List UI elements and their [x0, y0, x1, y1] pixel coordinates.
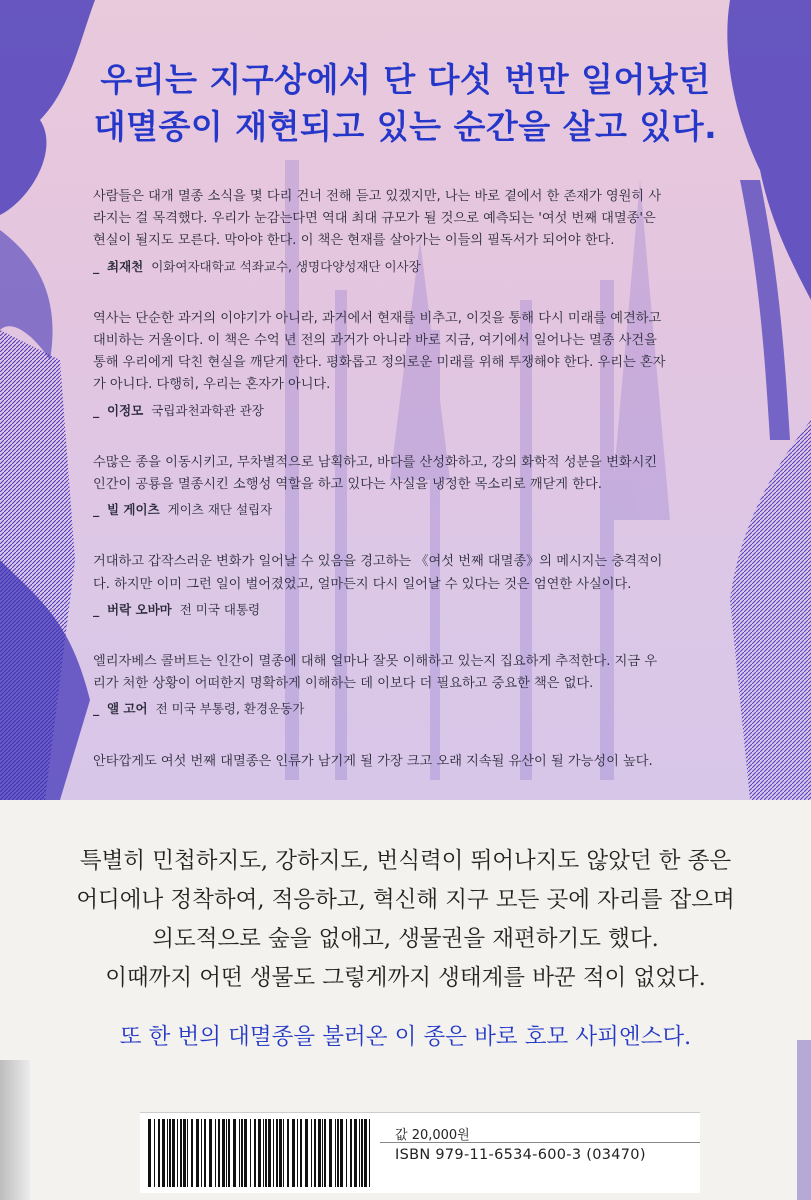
barcode-bar [369, 1119, 370, 1187]
barcode-bar [172, 1119, 175, 1187]
barcode-bar [268, 1119, 271, 1187]
description-line: 이때까지 어떤 생물도 그렇게까지 생태계를 바꾼 적이 없었다. [105, 965, 706, 991]
quote-line: 현실이 될지도 모른다. 막아야 한다. 이 책은 현재를 살아가는 이들의 필독서가 되어야 한다. [93, 233, 615, 249]
cover-edge [0, 1060, 30, 1200]
barcode-bar [305, 1119, 308, 1187]
barcode-bar [158, 1119, 160, 1187]
barcode-bar [318, 1119, 321, 1187]
barcode-bar [250, 1119, 251, 1187]
barcode-bar [218, 1119, 220, 1187]
barcode-bar [273, 1119, 274, 1187]
quote-line: 거대하고 갑작스러운 변화가 일어날 수 있음을 경고하는 《여섯 번째 대멸종》의 메시지는 충격적이 [93, 554, 663, 570]
quote-line: 엘리자베스 콜버트는 인간이 멸종에 대해 얼마나 잘못 이해하고 있는지 집요하게 추적한다. 지금 우 [93, 654, 658, 670]
headline-line: 대멸종이 재현되고 있는 순간을 살고 있다. [93, 107, 718, 146]
author-name: 버락 오바마 [107, 601, 172, 617]
quote-line: 안타깝게도 여섯 번째 대멸종은 인류가 남기게 될 가장 크고 오래 지속될 유산이 될 가능성이 높다. [93, 753, 653, 769]
barcode-bar [314, 1119, 316, 1187]
barcode-bar [169, 1119, 171, 1187]
description-line: 특별히 민첩하지도, 강하지도, 번식력이 뛰어나지도 않았던 한 종은 [79, 848, 732, 874]
author-role: 게이츠 재단 설립자 [167, 502, 273, 518]
barcode-bar [201, 1119, 202, 1187]
quote-line: 역사는 단순한 과거의 이야기가 아니라, 과거에서 현재를 비추고, 이것을 통해 다시 미래를 예견하고 [93, 310, 662, 326]
quote-line: 다. 하지만 이미 그런 일이 벌어졌었고, 얼마든지 다시 일어날 수 있다는 것은 엄연한 사실이다. [93, 576, 632, 592]
barcode-bar [340, 1119, 343, 1187]
quote-attribution [93, 599, 723, 621]
quote-line: 대비하는 거울이다. 이 책은 수억 년 전의 과거가 아니라 바로 지금, 여기에서 일어나는 멸종 사건을 [93, 333, 657, 349]
quote-line: 수많은 종을 이동시키고, 무차별적으로 남획하고, 바다를 산성화하고, 강의 화학적 성분을 변화시킨 [93, 454, 658, 470]
barcode-bar [300, 1119, 302, 1187]
author-role: 전 미국 부통령, 환경운동가 [155, 701, 305, 717]
author-name: 이정모 [107, 402, 144, 418]
endorsement-quote [93, 308, 723, 422]
barcode-bar [167, 1119, 168, 1187]
barcode-bar [258, 1119, 261, 1187]
attribution-dash: _ [93, 402, 100, 418]
barcode-icon [140, 1113, 380, 1193]
barcode-bar [241, 1119, 243, 1187]
barcode-bar [177, 1119, 178, 1187]
headline-line: 우리는 지구상에서 단 다섯 번만 일어났던 [100, 60, 711, 99]
barcode-bar [361, 1119, 363, 1187]
author-name: 앨 고어 [107, 701, 148, 717]
barcode-bar [292, 1119, 295, 1187]
attribution-dash: _ [93, 601, 100, 617]
barcode-bar [276, 1119, 278, 1187]
barcode-bar [279, 1119, 282, 1187]
cover-edge [797, 1040, 811, 1200]
endorsement-quote [93, 186, 723, 278]
closing-line: 또 한 번의 대멸종을 불러온 이 종은 바로 호모 사피엔스다. [119, 1024, 692, 1050]
barcode-bar [283, 1119, 284, 1187]
endorsement-quote [93, 452, 723, 522]
quote-line: 통해 우리에게 닥친 현실을 깨닫게 한다. 평화롭고 정의로운 미래를 위해 투쟁해야 한다. 우리는 혼자 [93, 355, 666, 371]
barcode-bar [244, 1119, 247, 1187]
barcode-bar [297, 1119, 298, 1187]
barcode-bar [322, 1119, 323, 1187]
quote-attribution [93, 698, 723, 720]
description [0, 842, 811, 998]
attribution-dash: _ [93, 701, 100, 717]
barcode-bar [180, 1119, 182, 1187]
barcode-bar [359, 1119, 360, 1187]
barcode-bar [162, 1119, 165, 1187]
barcode-bar [354, 1119, 357, 1187]
attribution-dash: _ [93, 502, 100, 518]
quote-line: 사람들은 대개 멸종 소식을 몇 다리 건너 전해 듣고 있겠지만, 나는 바로 곁에서 한 존재가 영원히 사 [93, 189, 662, 204]
author-role: 전 미국 대통령 [179, 601, 261, 617]
price: 값 20,000원 [395, 1128, 470, 1143]
barcode-bar [222, 1119, 225, 1187]
barcode-bar [233, 1119, 236, 1187]
barcode-bar [226, 1119, 227, 1187]
barcode-bar [228, 1119, 230, 1187]
barcode-bar [265, 1119, 267, 1187]
headline [0, 56, 811, 150]
barcode-bar [350, 1119, 352, 1187]
author-role: 국립과천과학관 관장 [151, 402, 264, 418]
quote-attribution [93, 499, 723, 521]
barcode-bar [329, 1119, 332, 1187]
isbn: ISBN 979-11-6534-600-3 (03470) [395, 1147, 646, 1163]
barcode-bar [364, 1119, 367, 1187]
description-line: 어디에나 정착하여, 적응하고, 혁신해 지구 모든 곳에 자리를 잡으며 [76, 887, 735, 913]
endorsements [93, 186, 723, 800]
quote-line: 라지는 걸 목격했다. 우리가 눈감는다면 역대 최대 규모가 될 것으로 예측되는 '여섯 번째 대멸종'은 [93, 211, 656, 227]
barcode-bar [148, 1119, 151, 1187]
endorsement-quote [93, 551, 723, 621]
barcode-bar [209, 1119, 212, 1187]
author-role: 이화여자대학교 석좌교수, 생명다양성재단 이사장 [151, 258, 421, 274]
barcode-bar [254, 1119, 256, 1187]
attribution-dash: _ [93, 258, 100, 274]
barcode-bar [204, 1119, 206, 1187]
description-line: 의도적으로 숲을 없애고, 생물권을 재편하기도 했다. [152, 926, 659, 952]
barcode-bar [263, 1119, 264, 1187]
author-name: 최재천 [107, 258, 144, 274]
quote-line: 리가 처한 상황이 어떠한지 명확하게 이해하는 데 이보다 더 필요하고 중요한 책은 없다. [93, 676, 594, 692]
barcode-bar [324, 1119, 326, 1187]
barcode-bar [187, 1119, 188, 1187]
author-name: 빌 게이츠 [107, 502, 160, 518]
endorsement-quote [93, 751, 723, 773]
barcode-bar [191, 1119, 193, 1187]
barcode-bar [215, 1119, 216, 1187]
quote-line: 가 아니다. 다행히, 우리는 혼자가 아니다. [93, 377, 331, 393]
quote-attribution [93, 400, 723, 422]
barcode-bar [311, 1119, 312, 1187]
barcode-bar [196, 1119, 199, 1187]
barcode-bar [183, 1119, 186, 1187]
quote-line: 인간이 공룡을 멸종시킨 소행성 역할을 하고 있다는 사실을 냉정한 목소리로 깨닫게 한다. [93, 477, 602, 493]
endorsement-quote [93, 651, 723, 721]
barcode-bar [346, 1119, 347, 1187]
barcode-bar [337, 1119, 339, 1187]
barcode-bar [239, 1119, 240, 1187]
barcode-bar [335, 1119, 336, 1187]
barcode-bar [287, 1119, 289, 1187]
barcode-bar [154, 1119, 155, 1187]
quote-attribution [93, 256, 723, 278]
